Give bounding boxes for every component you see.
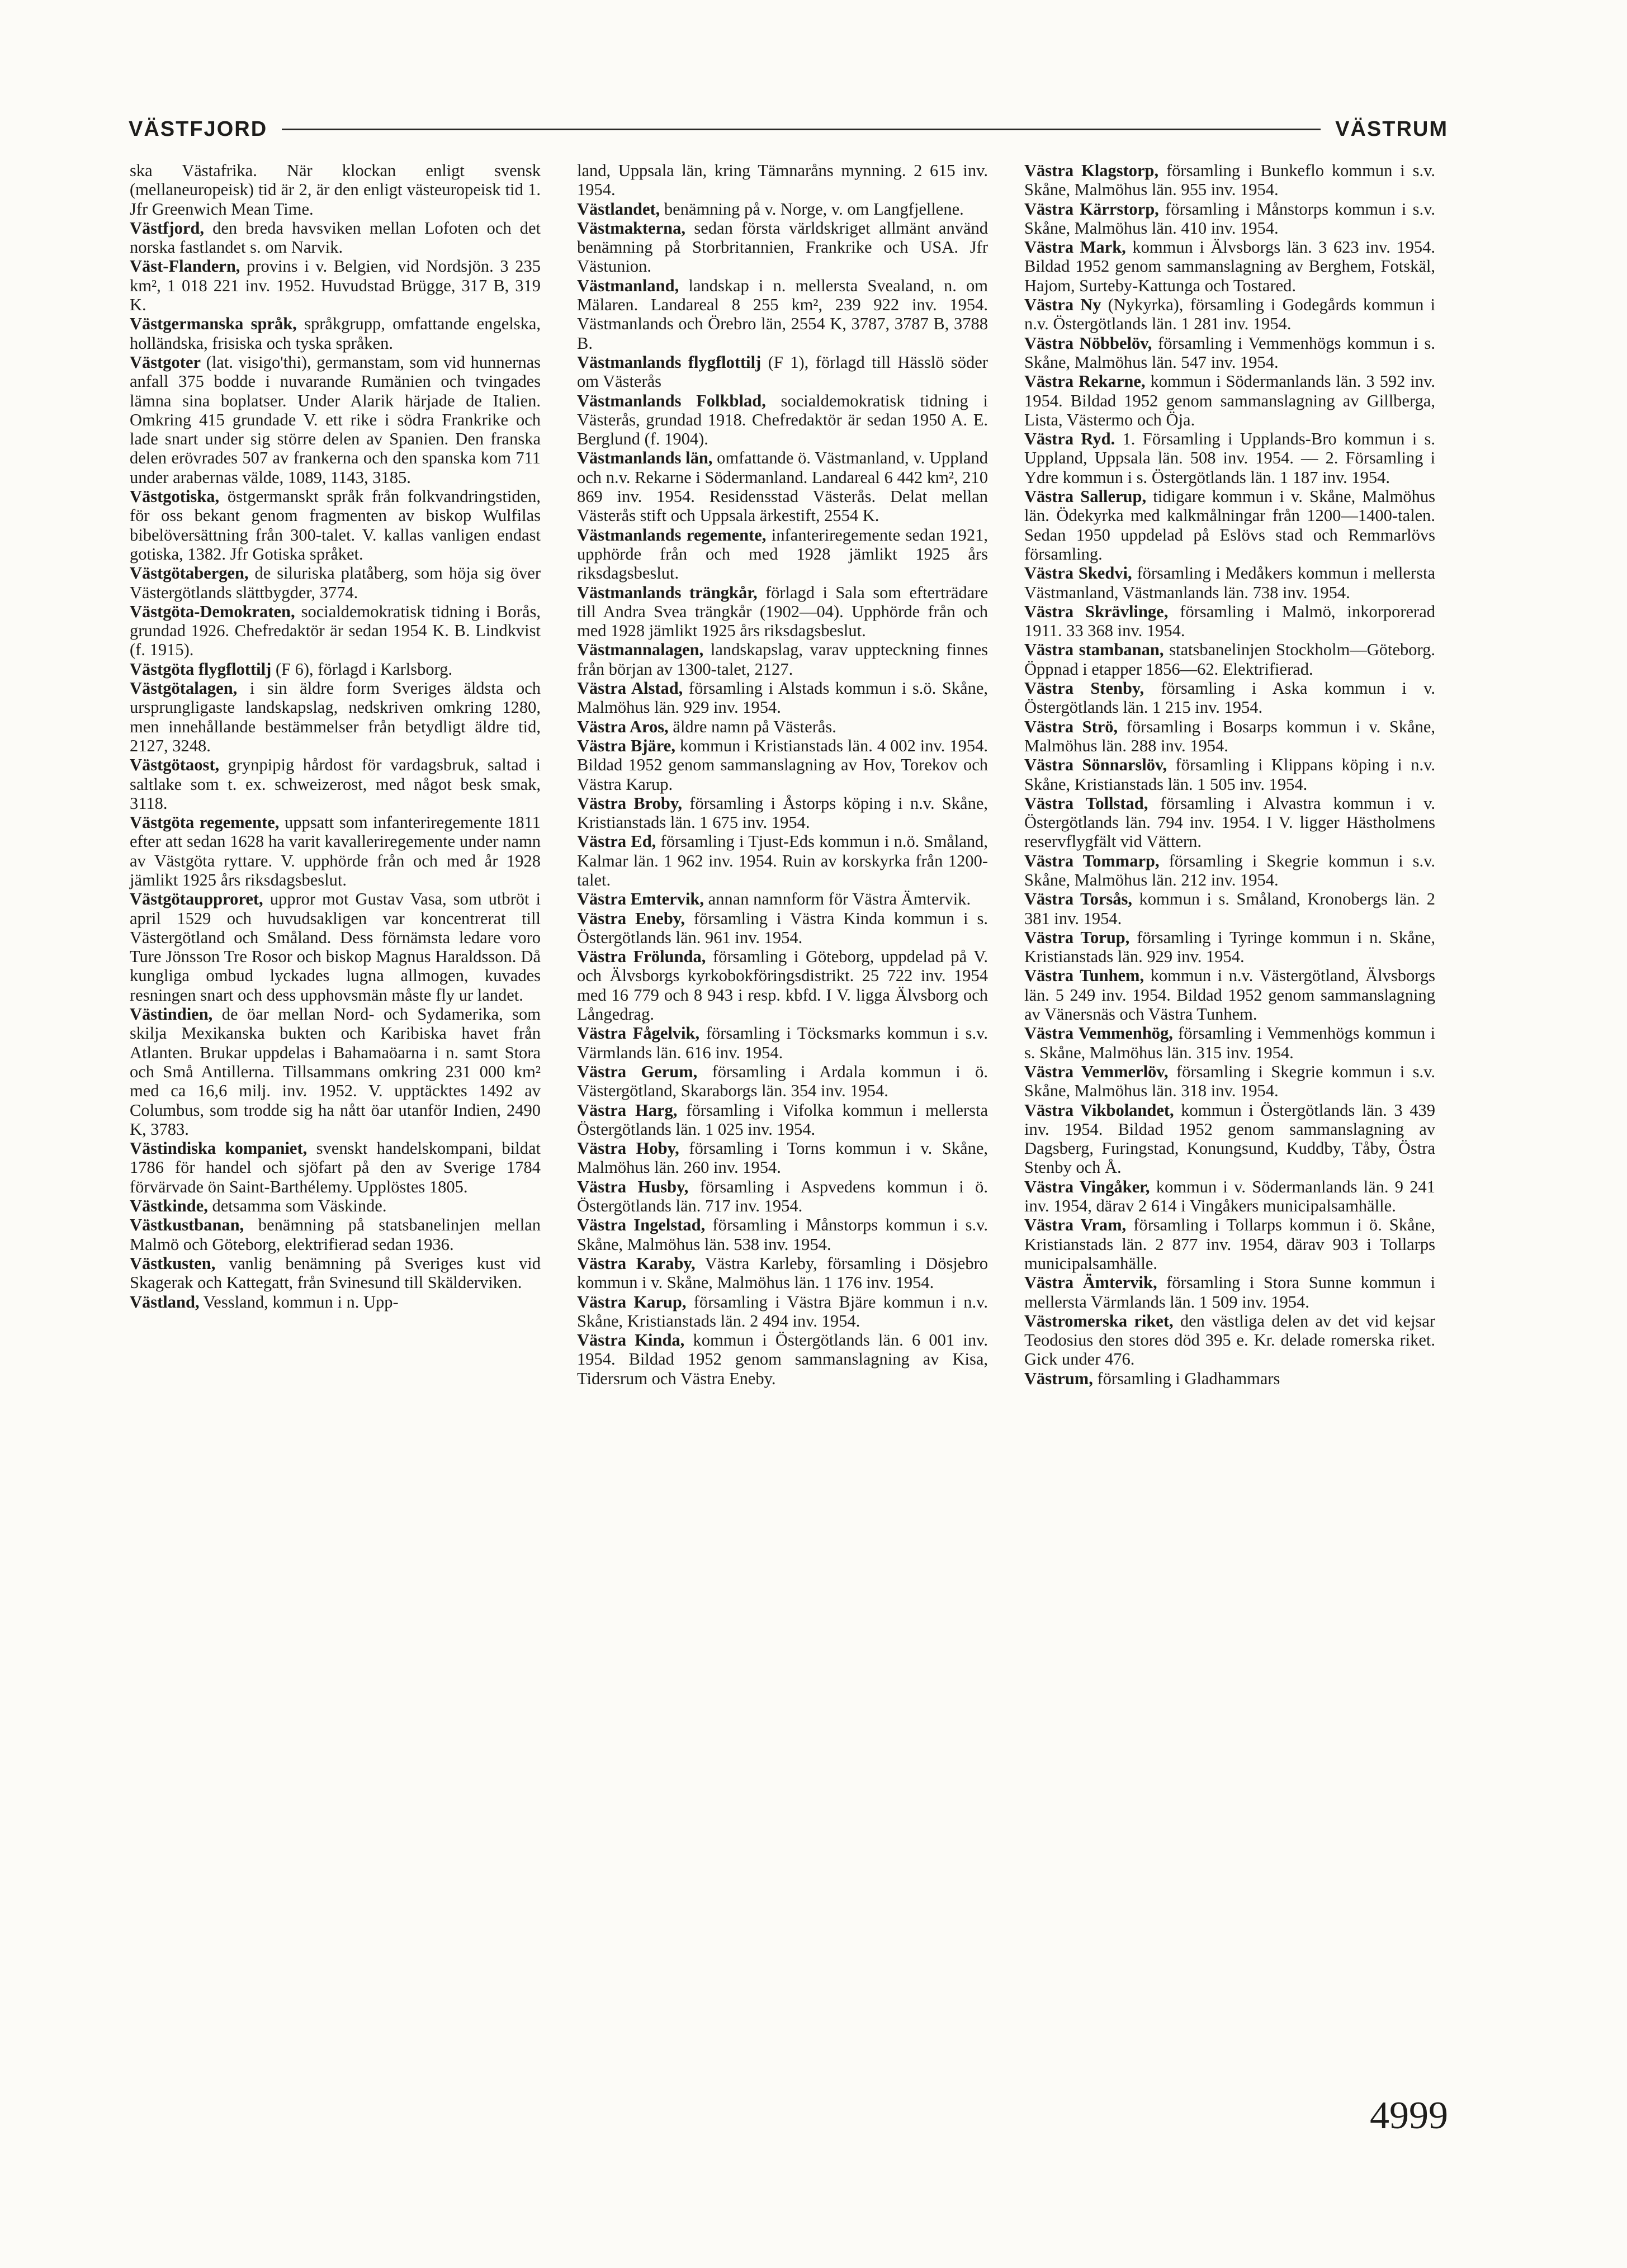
dictionary-entry [1024, 1177, 1435, 1216]
dictionary-entry [1024, 200, 1435, 238]
entry-text: församling i Västra Bjäre kommun i n.v. Skåne, Kristianstads län. 2 494 inv. 1954. [577, 1292, 989, 1331]
entry-text: vanlig benämning på Sveriges kust vid Skagerak och Kattegatt, från Svinesund till Skälderviken. [130, 1253, 541, 1292]
entry-headword: Västra Vram, [1024, 1215, 1127, 1235]
dictionary-entry [577, 736, 988, 794]
dictionary-entry [1024, 334, 1435, 372]
dictionary-entry [1024, 1215, 1435, 1273]
dictionary-entry [577, 889, 988, 908]
entry-text: församling i Torns kommun i v. Skåne, Malmöhus län. 260 inv. 1954. [577, 1139, 988, 1177]
entry-headword: Västra Vingåker, [1024, 1177, 1150, 1196]
entry-text: församling i Göteborg, uppdelad på V. och Älvsborgs kyrkobokföringsdistrikt. 25 722 inv. 1954 med 16 779 och 8 943 i resp. kbfd. I V. ligga Älvsborg och Långedrag. [577, 947, 988, 1024]
entry-text: församling i Töcksmarks kommun i s.v. Värmlands län. 616 inv. 1954. [577, 1024, 989, 1062]
entry-text: församling i Skegrie kommun i s.v. Skåne, Malmöhus län. 318 inv. 1954. [1024, 1062, 1435, 1101]
dictionary-entry [130, 1292, 541, 1311]
dictionary-entry [577, 448, 988, 525]
entry-text: kommun i Östergötlands län. 3 439 inv. 1954. Bildad 1952 genom sammanslagning av Dagsberg, Furingstad, Konungsund, Kuddby, Tåby, Östra Stenby och Å. [1024, 1100, 1435, 1177]
entry-headword: Västmanlands Folkblad, [577, 391, 766, 410]
entry-text: tidigare kommun i v. Skåne, Malmöhus län. Ödekyrka med kalkmålningar från 1200—1400-talen. Sedan 1950 uppdelad på Eslövs stad och Remmarlövs församling. [1024, 487, 1435, 564]
entry-text: svenskt handelskompani, bildat 1786 för handel och sjöfart på den av Sverige 1784 förvärvade ön Saint-Barthélemy. Upplöstes 1805. [130, 1139, 541, 1196]
entry-text: benämning på v. Norge, v. om Langfjellene. [660, 199, 964, 219]
entry-headword: Västra Alstad, [577, 679, 683, 698]
entry-headword: Västmanlands trängkår, [577, 583, 758, 602]
entry-headword: Västra Bjäre, [577, 736, 675, 755]
entry-text: 1. Församling i Upplands-Bro kommun i s. Uppland, Uppsala län. 508 inv. 1954. — 2. Församling i Ydre kommun i s. Östergötlands län. 1 187 inv. 1954. [1024, 429, 1436, 487]
entry-headword: Västra Kärrstorp, [1024, 199, 1159, 219]
dictionary-entry [577, 717, 988, 736]
dictionary-entry [1024, 564, 1435, 602]
entry-headword: Västgoter [130, 352, 201, 372]
entry-text: de öar mellan Nord- och Sydamerika, som skilja Mexikanska bukten och Karibiska havet från Atlanten. Brukar uppdelas i Bahamaöarna i n. samt Stora och Små Antillerna. Tillsammans omkring 231 000 km² med ca 16,6 milj. inv. 1952. V. upptäcktes 1492 av Columbus, som trodde sig ha nått öar utanför Indien, 2490 K, 3783. [130, 1005, 541, 1139]
entry-text: förlagd i Sala som efterträdare till Andra Svea trängkår (1902—04). Upphörde från och med 1928 jämlikt 1925 års riksdagsbeslut. [577, 583, 988, 641]
entry-headword: Västra Vemmerlöv, [1024, 1062, 1169, 1081]
entry-headword: Västra Stenby, [1024, 679, 1144, 698]
dictionary-entry [577, 794, 988, 832]
dictionary-entry [1024, 928, 1435, 967]
entry-text: provins i v. Belgien, vid Nordsjön. 3 235 km², 1 018 221 inv. 1952. Huvudstad Brügge, 317 B, 319 K. [130, 257, 541, 315]
header-left-keyword: VÄSTFJORD [129, 117, 268, 141]
dictionary-entry [577, 391, 988, 449]
entry-headword: Västra Tollstad, [1024, 793, 1148, 813]
entry-headword: Västmanlands regemente, [577, 525, 767, 544]
entry-headword: Västra Hoby, [577, 1139, 679, 1158]
dictionary-entry [130, 219, 541, 257]
dictionary-entry [1024, 679, 1435, 717]
entry-text: ska Västafrika. När klockan enligt svensk (mellaneuropeisk) tid är 2, är den enligt västeuropeisk tid 1. Jfr Greenwich Mean Time. [130, 161, 541, 219]
entry-headword: Västgöta regemente, [130, 813, 280, 832]
entry-text: (F 6), förlagd i Karlsborg. [271, 659, 453, 679]
running-header [129, 110, 1448, 149]
entry-text: församling i Alvastra kommun i v. Östergötlands län. 794 inv. 1954. I V. ligger Hästholmens reservflygfält vid Vättern. [1024, 793, 1435, 851]
entry-headword: Västmannalagen, [577, 640, 704, 660]
dictionary-entry [577, 1215, 988, 1254]
entry-headword: Västromerska riket, [1024, 1311, 1174, 1331]
dictionary-entry [577, 947, 988, 1024]
entry-text: församling i Klippans köping i n.v. Skåne, Kristianstads län. 1 505 inv. 1954. [1024, 755, 1435, 794]
entry-headword: Västgötalagen, [130, 679, 238, 698]
dictionary-entry [1024, 1311, 1435, 1369]
entry-text: landskapslag, varav uppteckning finnes från början av 1300-talet, 2127. [577, 640, 988, 679]
entry-text: språkgrupp, omfattande engelska, holländska, frisiska och tyska språken. [130, 314, 541, 353]
dictionary-entry [130, 353, 541, 487]
entry-text: församling i Alstads kommun i s.ö. Skåne, Malmöhus län. 929 inv. 1954. [577, 679, 988, 717]
entry-text: kommun i Kristianstads län. 4 002 inv. 1954. Bildad 1952 genom sammanslagning av Hov, Torekov och Västra Karup. [577, 736, 989, 794]
dictionary-entry [130, 602, 541, 660]
entry-headword: Västmanlands län, [577, 448, 713, 468]
entry-text: grynpipig hårdost för vardagsbruk, saltad i saltlake som t. ex. schweizerost, med något besk smak, 3118. [130, 755, 541, 813]
dictionary-entry [577, 525, 988, 583]
dictionary-entry [577, 1292, 988, 1331]
dictionary-entry [577, 832, 988, 889]
dictionary-entry [577, 1254, 988, 1292]
entry-headword: Västrum, [1024, 1369, 1093, 1388]
entry-headword: Västra stambanan, [1024, 640, 1164, 660]
dictionary-entry [577, 1101, 988, 1139]
entry-text: i sin äldre form Sveriges äldsta och ursprungligaste landskapslag, nedskriven omkring 1280, men innehållande bestämmelser från betydligt äldre tid, 2127, 3248. [130, 679, 541, 755]
entry-text: församling i Tjust-Eds kommun i n.ö. Småland, Kalmar län. 1 962 inv. 1954. Ruin av korskyrka från 1200-talet. [577, 832, 988, 889]
entry-text: land, Uppsala län, kring Tämnaråns mynning. 2 615 inv. 1954. [577, 161, 988, 200]
header-right-keyword: VÄSTRUM [1335, 117, 1448, 141]
entry-text: församling i Medåkers kommun i mellersta Västmanland, Västmanlands län. 738 inv. 1954. [1024, 564, 1435, 602]
entry-headword: Västmakterna, [577, 218, 685, 238]
dictionary-entry [130, 660, 541, 679]
entry-headword: Västra Harg, [577, 1100, 678, 1120]
dictionary-entry [1024, 372, 1435, 429]
entry-text: församling i Åstorps köping i n.v. Skåne, Kristianstads län. 1 675 inv. 1954. [577, 793, 988, 832]
entry-text: statsbanelinjen Stockholm—Göteborg. Öppnad i etapper 1856—62. Elektrifierad. [1024, 640, 1435, 679]
entry-text: (lat. visigo'thi), germanstam, som vid hunnernas anfall 375 bodde i nuvarande Rumänien och tvingades lämna sina boplatser. Under Alarik härjade de Italien. Omkring 415 grundade V. ett rike i södra Frankrike och lade snart under sig större delen av Spanien. Den franska delen erövrades 507 av frankerna och den spanska kom 711 under arabernas välde, 1089, 1143, 3185. [130, 352, 541, 487]
entry-text: församling i Vifolka kommun i mellersta Östergötlands län. 1 025 inv. 1954. [577, 1100, 989, 1139]
entry-headword: Västkusten, [130, 1253, 216, 1273]
entry-headword: Västra Aros, [577, 717, 669, 736]
entry-headword: Västra Torup, [1024, 927, 1130, 947]
text-column-1 [130, 161, 541, 1311]
dictionary-entry [1024, 794, 1435, 851]
entry-text: församling i Aska kommun i v. Östergötlands län. 1 215 inv. 1954. [1024, 679, 1435, 717]
entry-headword: Västgermanska språk, [130, 314, 297, 334]
text-column-3 [1024, 161, 1435, 1388]
entry-headword: Västra Gerum, [577, 1062, 698, 1081]
dictionary-entry [130, 1254, 541, 1292]
dictionary-entry [130, 314, 541, 353]
entry-text: socialdemokratisk tidning i Västerås, grundad 1918. Chefredaktör är sedan 1950 A. E. Berglund (f. 1904). [577, 391, 988, 449]
entry-headword: Västgötaost, [130, 755, 220, 775]
entry-headword: Västra Nöbbelöv, [1024, 333, 1152, 353]
text-column-2 [577, 161, 988, 1388]
entry-headword: Västra Skedvi, [1024, 564, 1132, 583]
entry-headword: Västra Frölunda, [577, 947, 706, 967]
entry-text: (F 1), förlagd till Hässlö söder om Västerås [577, 352, 988, 391]
entry-headword: Västra Strö, [1024, 717, 1118, 736]
entry-headword: Västra Karup, [577, 1292, 687, 1311]
entry-text: uppsatt som infanteriregemente 1811 efter att sedan 1628 ha varit kavalleriregemente under namn av Västgöta ryttare. V. upphörde från och med år 1928 jämlikt 1925 års riksdagsbeslut. [130, 813, 541, 889]
entry-headword: Västra Ed, [577, 832, 656, 851]
entry-headword: Västra Sönnarslöv, [1024, 755, 1167, 775]
entry-headword: Västmanland, [577, 276, 679, 295]
entry-text: församling i Västra Kinda kommun i s. Östergötlands län. 961 inv. 1954. [577, 908, 988, 947]
entry-headword: Västra Skrävlinge, [1024, 602, 1169, 621]
dictionary-entry [1024, 717, 1435, 756]
dictionary-entry [1024, 238, 1435, 295]
dictionary-entry [1024, 602, 1435, 641]
dictionary-entry [1024, 161, 1435, 200]
entry-headword: Västgotiska, [130, 487, 220, 506]
entry-text: församling i Malmö, inkorporerad 1911. 33 368 inv. 1954. [1024, 602, 1435, 641]
entry-headword: Västra Tommarp, [1024, 851, 1160, 870]
dictionary-entry [130, 487, 541, 564]
entry-headword: Västra Emtervik, [577, 889, 704, 909]
dictionary-entry [577, 161, 988, 200]
entry-headword: Västra Tunhem, [1024, 966, 1144, 986]
entry-headword: Västra Vemmenhög, [1024, 1024, 1173, 1043]
dictionary-entry [577, 1177, 988, 1216]
page-number: 4999 [1370, 2094, 1448, 2137]
dictionary-entry [1024, 755, 1435, 794]
dictionary-entry [577, 1062, 988, 1101]
entry-text: församling i Bunkeflo kommun i s.v. Skåne, Malmöhus län. 955 inv. 1954. [1024, 161, 1435, 200]
dictionary-entry [1024, 1273, 1435, 1311]
entry-text: kommun i v. Södermanlands län. 9 241 inv. 1954, därav 2 614 i Vingåkers municipalsamhälle. [1024, 1177, 1435, 1216]
dictionary-entry [577, 200, 988, 219]
dictionary-entry [577, 1024, 988, 1062]
dictionary-entry [1024, 1062, 1435, 1101]
dictionary-entry [577, 583, 988, 641]
entry-headword: Västgötaupproret, [130, 889, 263, 909]
entry-headword: Västra Vikbolandet, [1024, 1100, 1174, 1120]
entry-text: de siluriska platåberg, som höja sig över Västergötlands slättbygder, 3774. [130, 564, 541, 602]
entry-text: äldre namn på Västerås. [668, 717, 836, 736]
entry-headword: Västfjord, [130, 218, 204, 238]
entry-headword: Västindien, [130, 1005, 213, 1024]
entry-text: Vessland, kommun i n. Upp- [199, 1292, 399, 1311]
dictionary-entry [130, 564, 541, 602]
entry-text: kommun i n.v. Västergötland, Älvsborgs län. 5 249 inv. 1954. Bildad 1952 genom sammanslagning av Vänersnäs och Västra Tunhem. [1024, 966, 1435, 1024]
entry-headword: Västra Ryd. [1024, 429, 1115, 449]
entry-text: omfattande ö. Västmanland, v. Uppland och n.v. Rekarne i Södermanland. Landareal 6 442 km², 210 869 inv. 1954. Residensstad Västerås. Delat mellan Västerås stift och Uppsala ärkestift, 2554 K. [577, 448, 988, 525]
entry-text: församling i Aspvedens kommun i ö. Östergötlands län. 717 inv. 1954. [577, 1177, 988, 1216]
entry-headword: Västra Torsås, [1024, 889, 1133, 909]
entry-headword: Västgöta flygflottilj [130, 659, 272, 679]
entry-text: församling i Tollarps kommun i ö. Skåne, Kristianstads län. 2 877 inv. 1954, därav 903 i Tollarps municipalsamhälle. [1024, 1215, 1435, 1273]
entry-headword: Västra Eneby, [577, 908, 685, 928]
entry-text: sedan första världskriget allmänt använd benämning på Storbritannien, Frankrike och USA. Jfr Västunion. [577, 218, 988, 276]
entry-text: kommun i s. Småland, Kronobergs län. 2 381 inv. 1954. [1024, 889, 1436, 928]
entry-text: församling i Vemmenhögs kommun i s. Skåne, Malmöhus län. 315 inv. 1954. [1024, 1024, 1435, 1062]
entry-text: församling i Bosarps kommun i v. Skåne, Malmöhus län. 288 inv. 1954. [1024, 717, 1435, 755]
dictionary-entry [1024, 487, 1435, 564]
dictionary-entry [1024, 966, 1435, 1024]
entry-text: kommun i Södermanlands län. 3 592 inv. 1954. Bildad 1952 genom sammanslagning av Gillberga, Lista, Västermo och Öja. [1024, 372, 1435, 429]
dictionary-entry [1024, 1101, 1435, 1177]
dictionary-entry [577, 909, 988, 948]
dictionary-entry [577, 276, 988, 353]
entry-text: församling i Månstorps kommun i s.v. Skåne, Malmöhus län. 538 inv. 1954. [577, 1215, 989, 1254]
entry-text: kommun i Älvsborgs län. 3 623 inv. 1954. Bildad 1952 genom sammanslagning av Berghem, Fotskäl, Hajom, Surteby-Kattunga och Tostared. [1024, 238, 1435, 295]
entry-text: den västliga delen av det vid kejsar Teodosius den stores död 395 e. Kr. delade romerska riket. Gick under 476. [1024, 1311, 1435, 1369]
entry-headword: Västra Sallerup, [1024, 487, 1147, 506]
dictionary-entry [130, 679, 541, 755]
entry-text: Västra Karleby, församling i Dösjebro kommun i v. Skåne, Malmöhus län. 1 176 inv. 1954. [577, 1253, 989, 1292]
dictionary-entry [130, 1196, 541, 1215]
entry-headword: Västra Ingelstad, [577, 1215, 706, 1235]
entry-text: (Nykyrka), församling i Godegårds kommun i n.v. Östergötlands län. 1 281 inv. 1954. [1024, 295, 1435, 334]
entry-headword: Västra Husby, [577, 1177, 689, 1196]
dictionary-entry [1024, 1024, 1435, 1062]
dictionary-entry [577, 1331, 988, 1388]
dictionary-entry [577, 219, 988, 276]
entry-text: församling i Ardala kommun i ö. Västergötland, Skaraborgs län. 354 inv. 1954. [577, 1062, 988, 1101]
entry-text: infanteriregemente sedan 1921, upphörde från och med 1928 jämlikt 1925 års riksdagsbeslut. [577, 525, 988, 583]
entry-headword: Västra Broby, [577, 793, 683, 813]
dictionary-entry [577, 640, 988, 679]
entry-headword: Västgötabergen, [130, 564, 249, 583]
entry-headword: Västland, [130, 1292, 200, 1311]
entry-text: uppror mot Gustav Vasa, som utbröt i april 1529 och huvudsakligen var koncentrerat till Västergötland och Småland. Dess förnämsta ledare voro Ture Jönsson Tre Rosor och biskop Magnus Haraldsson. Då kungliga ombud lyckades lugna allmogen, kuvades resningen snart och dess upphovsmän måste fly ur landet. [130, 889, 541, 1005]
dictionary-entry [577, 679, 988, 717]
entry-text: annan namnform för Västra Ämtervik. [704, 889, 971, 909]
entry-headword: Västkustbanan, [130, 1215, 244, 1235]
dictionary-entry [130, 161, 541, 219]
entry-headword: Västgöta-Demokraten, [130, 602, 295, 621]
dictionary-entry [577, 353, 988, 391]
dictionary-entry [130, 257, 541, 314]
dictionary-entry [1024, 295, 1435, 334]
dictionary-entry [130, 1139, 541, 1196]
entry-headword: Västra Ny [1024, 295, 1101, 315]
entry-text: församling i Gladhammars [1092, 1369, 1280, 1388]
dictionary-entry [1024, 851, 1435, 890]
entry-text: östgermanskt språk från folkvandringstiden, för oss bekant genom fragmenten av biskop Wulfilas bibelöversättning från 300-talet. V. kallas vanligen endast gotiska, 1382. Jfr Gotiska språket. [130, 487, 541, 564]
entry-text: församling i Vemmenhögs kommun i s. Skåne, Malmöhus län. 547 inv. 1954. [1024, 333, 1435, 372]
dictionary-entry [130, 1005, 541, 1139]
dictionary-entry [577, 1139, 988, 1177]
entry-headword: Västra Fågelvik, [577, 1024, 700, 1043]
dictionary-entry [130, 889, 541, 1005]
entry-headword: Västkinde, [130, 1196, 208, 1216]
entry-text: benämning på statsbanelinjen mellan Malmö och Göteborg, elektrifierad sedan 1936. [130, 1215, 541, 1254]
dictionary-entry [1024, 1369, 1435, 1388]
entry-headword: Västindiska kompaniet, [130, 1139, 308, 1158]
entry-headword: Västlandet, [577, 199, 660, 219]
header-rule [282, 129, 1321, 130]
entry-text: församling i Stora Sunne kommun i mellersta Värmlands län. 1 509 inv. 1954. [1024, 1273, 1435, 1311]
entry-headword: Västra Klagstorp, [1024, 161, 1159, 180]
dictionary-entry [1024, 640, 1435, 679]
entry-headword: Västmanlands flygflottilj [577, 352, 762, 372]
entry-headword: Västra Mark, [1024, 238, 1126, 257]
entry-headword: Väst-Flandern, [130, 257, 240, 276]
entry-headword: Västra Rekarne, [1024, 372, 1146, 391]
entry-text: församling i Månstorps kommun i s.v. Skåne, Malmöhus län. 410 inv. 1954. [1024, 199, 1435, 238]
entry-text: socialdemokratisk tidning i Borås, grundad 1926. Chefredaktör är sedan 1954 K. B. Lindkvist (f. 1915). [130, 602, 541, 660]
entry-text: landskap i n. mellersta Svealand, n. om Mälaren. Landareal 8 255 km², 239 922 inv. 1954. Västmanlands och Örebro län, 2554 K, 3787, 3787 B, 3788 B. [577, 276, 988, 353]
entry-text: kommun i Östergötlands län. 6 001 inv. 1954. Bildad 1952 genom sammanslagning av Kisa, Tidersrum och Västra Eneby. [577, 1331, 988, 1388]
entry-text: den breda havsviken mellan Lofoten och det norska fastlandet s. om Narvik. [130, 218, 541, 257]
entry-text: församling i Skegrie kommun i s.v. Skåne, Malmöhus län. 212 inv. 1954. [1024, 851, 1435, 889]
entry-headword: Västra Karaby, [577, 1253, 696, 1273]
dictionary-entry [1024, 429, 1435, 487]
entry-headword: Västra Ämtervik, [1024, 1273, 1157, 1292]
entry-text: detsamma som Väskinde. [207, 1196, 387, 1216]
dictionary-entry [130, 813, 541, 889]
dictionary-entry [130, 755, 541, 813]
entry-headword: Västra Kinda, [577, 1331, 685, 1350]
dictionary-entry [130, 1215, 541, 1254]
entry-text: församling i Tyringe kommun i n. Skåne, Kristianstads län. 929 inv. 1954. [1024, 927, 1435, 967]
dictionary-entry [1024, 889, 1435, 928]
